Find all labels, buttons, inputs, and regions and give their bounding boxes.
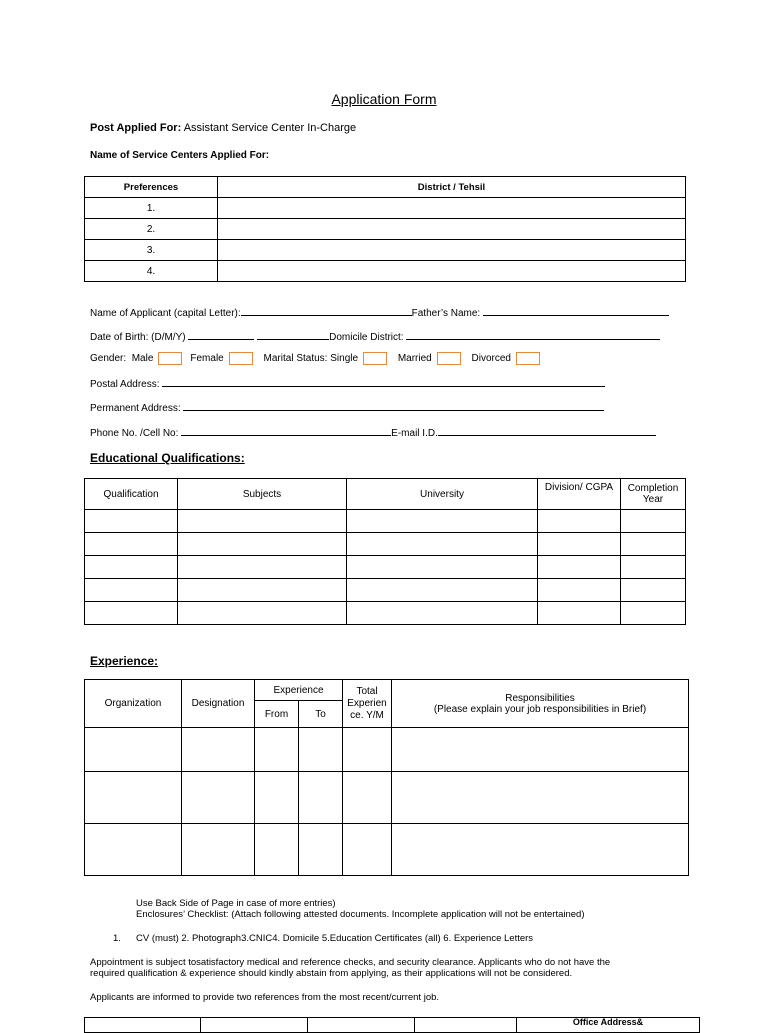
postal-label: Postal Address: — [90, 379, 160, 390]
organization-header: Organization — [85, 680, 182, 728]
district-header: District / Tehsil — [218, 177, 686, 198]
to-cell[interactable] — [299, 824, 343, 876]
email-label: E-mail I.D. — [391, 428, 438, 439]
preferences-table — [84, 176, 686, 282]
responsibilities-title: Responsibilities — [505, 692, 575, 704]
permanent-line — [90, 401, 604, 414]
female-label: Female — [190, 353, 224, 365]
qualification-cell[interactable] — [85, 579, 178, 602]
organization-cell[interactable] — [85, 728, 182, 772]
experience-heading: Experience: — [90, 654, 159, 668]
district-cell[interactable] — [218, 198, 686, 219]
division-cell[interactable] — [538, 510, 621, 533]
table-row — [85, 772, 689, 824]
reference-header-cell — [201, 1018, 308, 1033]
married-checkbox[interactable] — [437, 352, 461, 365]
total-experience-header: Total Experien ce. Y/M — [343, 680, 392, 728]
dob-field[interactable] — [188, 330, 254, 340]
district-cell[interactable] — [218, 219, 686, 240]
father-field[interactable] — [483, 306, 669, 316]
table-row — [85, 1018, 700, 1033]
experience-header: Experience — [255, 680, 343, 701]
organization-cell[interactable] — [85, 772, 182, 824]
married-label: Married — [397, 353, 432, 365]
marital-label: Marital Status: — [263, 353, 328, 365]
post-applied-value: Assistant Service Center In-Charge — [183, 122, 357, 134]
from-cell[interactable] — [255, 824, 299, 876]
references-table — [84, 1017, 700, 1033]
responsibilities-cell[interactable] — [392, 728, 689, 772]
subjects-header: Subjects — [178, 479, 347, 510]
preference-number: 3. — [85, 240, 218, 261]
experience-table — [84, 679, 689, 876]
checklist-text: CV (must) 2. Photograph3.CNIC4. Domicile 5.Education Certificates (all) 6. Experience Letters — [136, 933, 534, 944]
organization-cell[interactable] — [85, 824, 182, 876]
completion-cell[interactable] — [621, 533, 686, 556]
dob-field-2[interactable] — [257, 330, 329, 340]
subjects-cell[interactable] — [178, 533, 347, 556]
total-cell[interactable] — [343, 772, 392, 824]
name-field[interactable] — [241, 306, 412, 316]
qualification-cell[interactable] — [85, 556, 178, 579]
single-checkbox[interactable] — [363, 352, 387, 365]
table-row — [85, 556, 686, 579]
from-cell[interactable] — [255, 772, 299, 824]
responsibilities-cell[interactable] — [392, 772, 689, 824]
male-checkbox[interactable] — [158, 352, 182, 365]
name-line — [90, 306, 669, 319]
enclosures-note: Enclosures’ Checklist: (Attach following attested documents. Incomplete application will not be entertained) — [136, 909, 585, 920]
designation-cell[interactable] — [182, 824, 255, 876]
subjects-cell[interactable] — [178, 602, 347, 625]
from-cell[interactable] — [255, 728, 299, 772]
preference-number: 2. — [85, 219, 218, 240]
subjects-cell[interactable] — [178, 579, 347, 602]
male-label: Male — [131, 353, 154, 365]
university-cell[interactable] — [347, 533, 538, 556]
permanent-label: Permanent Address: — [90, 403, 181, 414]
district-cell[interactable] — [218, 240, 686, 261]
phone-label: Phone No. /Cell No: — [90, 428, 179, 439]
reference-header-cell — [85, 1018, 201, 1033]
completion-header: Completion Year — [621, 479, 686, 510]
responsibilities-subtitle: (Please explain your job responsibilities in Brief) — [433, 703, 647, 715]
district-cell[interactable] — [218, 261, 686, 282]
email-field[interactable] — [438, 426, 656, 436]
from-header: From — [255, 701, 299, 728]
appointment-line-1: Appointment is subject tosatisfactory medical and reference checks, and security clearance. Applicants who do not have the — [90, 957, 611, 968]
education-heading: Educational Qualifications: — [90, 451, 245, 465]
table-row — [85, 261, 686, 282]
phone-field[interactable] — [181, 426, 391, 436]
divorced-checkbox[interactable] — [516, 352, 540, 365]
list-number: 1. — [113, 933, 121, 944]
to-cell[interactable] — [299, 772, 343, 824]
preference-number: 4. — [85, 261, 218, 282]
domicile-label: Domicile District: — [329, 332, 404, 343]
division-header: Division/ CGPA — [538, 479, 621, 510]
divorced-label: Divorced — [471, 353, 511, 365]
total-cell[interactable] — [343, 824, 392, 876]
division-cell[interactable] — [538, 556, 621, 579]
post-applied-label: Post Applied For: — [90, 122, 182, 134]
table-row — [85, 533, 686, 556]
qualification-header: Qualification — [85, 479, 178, 510]
education-header-row — [85, 479, 686, 510]
reference-header-cell — [415, 1018, 517, 1033]
father-label: Father’s Name: — [411, 308, 481, 319]
preference-number: 1. — [85, 198, 218, 219]
university-cell[interactable] — [347, 510, 538, 533]
qualification-cell[interactable] — [85, 533, 178, 556]
phone-line — [90, 426, 656, 439]
completion-cell[interactable] — [621, 602, 686, 625]
table-row — [85, 219, 686, 240]
service-centers-label: Name of Service Centers Applied For: — [90, 150, 270, 161]
office-address-header: Office Address& — [517, 1018, 700, 1033]
preferences-header-row — [85, 177, 686, 198]
permanent-field[interactable] — [183, 401, 604, 411]
division-cell[interactable] — [538, 579, 621, 602]
university-cell[interactable] — [347, 579, 538, 602]
experience-header-row — [85, 680, 689, 701]
division-cell[interactable] — [538, 533, 621, 556]
references-note: Applicants are informed to provide two references from the most recent/current job. — [90, 992, 440, 1003]
table-row — [85, 824, 689, 876]
to-cell[interactable] — [299, 728, 343, 772]
responsibilities-cell[interactable] — [392, 824, 689, 876]
table-row — [85, 579, 686, 602]
dob-label: Date of Birth: (D/M/Y) — [90, 332, 186, 343]
designation-cell[interactable] — [182, 728, 255, 772]
division-cell[interactable] — [538, 602, 621, 625]
table-row — [85, 240, 686, 261]
subjects-cell[interactable] — [178, 510, 347, 533]
university-cell[interactable] — [347, 602, 538, 625]
reference-header-cell — [308, 1018, 415, 1033]
domicile-field[interactable] — [406, 330, 660, 340]
gender-label: Gender: — [90, 353, 127, 365]
postal-field[interactable] — [162, 377, 605, 387]
postal-line — [90, 377, 605, 390]
table-row — [85, 602, 686, 625]
completion-cell[interactable] — [621, 556, 686, 579]
dob-line — [90, 330, 660, 343]
form-title: Application Form — [331, 91, 437, 107]
subjects-cell[interactable] — [178, 556, 347, 579]
back-side-note: Use Back Side of Page in case of more entries) — [136, 898, 336, 909]
university-cell[interactable] — [347, 556, 538, 579]
completion-cell[interactable] — [621, 510, 686, 533]
table-row — [85, 198, 686, 219]
name-label: Name of Applicant (capital Letter): — [90, 308, 241, 319]
designation-cell[interactable] — [182, 772, 255, 824]
table-row — [85, 510, 686, 533]
designation-header: Designation — [182, 680, 255, 728]
responsibilities-header — [392, 680, 689, 728]
table-row — [85, 728, 689, 772]
female-checkbox[interactable] — [229, 352, 253, 365]
qualification-cell[interactable] — [85, 602, 178, 625]
total-cell[interactable] — [343, 728, 392, 772]
appointment-line-2: required qualification & experience should kindly abstain from applying, as their applications will not be considered. — [90, 968, 573, 979]
university-header: University — [347, 479, 538, 510]
gender-line — [90, 352, 548, 365]
preferences-header: Preferences — [85, 177, 218, 198]
to-header: To — [299, 701, 343, 728]
education-table — [84, 478, 686, 625]
qualification-cell[interactable] — [85, 510, 178, 533]
completion-cell[interactable] — [621, 579, 686, 602]
single-label: Single — [330, 353, 359, 365]
post-applied — [90, 122, 356, 134]
